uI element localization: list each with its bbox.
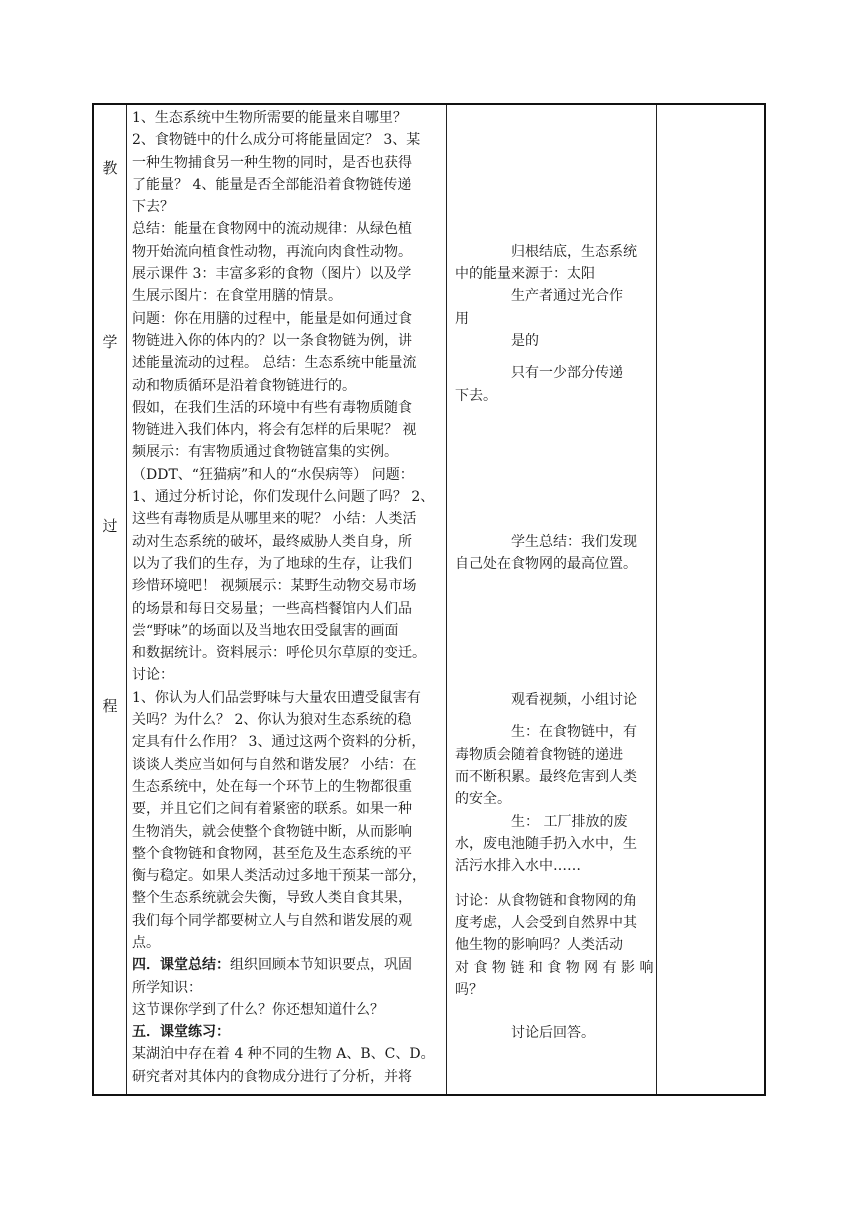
student-text-line: 只有一少部分传递 (511, 365, 623, 382)
column-divider (656, 105, 657, 1094)
student-text-line: 而不断积累。最终危害到人类 (455, 768, 637, 785)
teacher-text-line: 的场景和每日交易量；一些高档餐馆内人们品 (132, 600, 412, 617)
teacher-activity-column (132, 107, 440, 1088)
teacher-text-line: 动对生态系统的破坏，最终威胁人类自身，所 (132, 533, 412, 550)
teacher-text-line: 2、食物链中的什么成分可将能量固定？ 3、某 (132, 132, 421, 149)
student-text-line: 下去。 (455, 387, 497, 404)
teacher-text-line: 研究者对其体内的食物成分进行了分析，并将 (132, 1068, 412, 1085)
student-text-line: 讨论：从食物链和食物网的角 (455, 892, 637, 909)
teacher-text-line: 动和物质循环是沿着食物链进行的。 (132, 377, 356, 394)
teacher-text-line: （DDT、“狂猫病”和人的“水俣病等） 问题： (132, 466, 414, 483)
student-text-line: 水，废电池随手扔入水中，生 (455, 835, 637, 852)
teacher-text-line: 四．课堂总结：组织回顾本节知识要点，巩固 (132, 957, 412, 974)
teacher-text-line: 假如，在我们生活的环境中有些有毒物质随食 (132, 399, 412, 416)
student-text-line: 归根结底，生态系统 (511, 243, 637, 260)
student-text-line: 对 食 物 链 和 食 物 网 有 影 响 (455, 959, 654, 976)
teacher-text-line: 要，并且它们之间有着紧密的联系。如果一种 (132, 801, 412, 818)
column-divider (126, 105, 127, 1094)
teacher-text-line: 生态系统中，处在每一个环节上的生物都很重 (132, 778, 412, 795)
teacher-text-line: 所学知识： (132, 979, 202, 996)
teacher-text-line: 总结：能量在食物网中的流动规律：从绿色植 (132, 221, 412, 238)
teacher-text-line: 谈谈人类应当如何与自然和谐发展？ 小结：在 (132, 756, 417, 773)
teacher-text-line: 和数据统计。资料展示：呼伦贝尔草原的变迁。 (132, 645, 426, 662)
student-text-line: 他生物的影响吗？人类活动 (455, 937, 623, 954)
teacher-text-line: 我们每个同学都要树立人与自然和谐发展的观 (132, 912, 412, 929)
student-text-line: 观看视频，小组讨论 (511, 692, 637, 709)
teacher-text-line: 一种生物捕食另一种生物的同时，是否也获得 (132, 154, 412, 171)
teacher-text-line: 定具有什么作用？ 3、通过这两个资料的分析， (132, 734, 426, 751)
student-text-line: 生：在食物链中，有 (511, 724, 637, 741)
process-label-column (94, 105, 126, 1094)
column-divider (446, 105, 447, 1094)
teacher-text-line: 频展示：有害物质通过食物链富集的实例。 (132, 444, 398, 461)
student-text-line: 吗？ (455, 981, 483, 998)
student-text-line: 的安全。 (455, 791, 511, 808)
process-label: 学 (102, 333, 118, 351)
teacher-text-line: 衡与稳定。如果人类活动过多地干预某一部分， (132, 868, 426, 885)
teacher-text-line: 1、生态系统中生物所需要的能量来自哪里？ (132, 110, 407, 126)
teacher-text-line: 展示课件 3：丰富多彩的食物（图片）以及学 (132, 266, 412, 283)
teacher-text-line: 物链进入我们体内，将会有怎样的后果呢？ 视 (132, 422, 417, 439)
process-label: 过 (102, 517, 118, 535)
teacher-text-line: 以为了我们的生存，为了地球的生存，让我们 (132, 555, 412, 572)
student-text-line: 中的能量来源于：太阳 (455, 266, 595, 283)
teacher-text-line: 五．课堂练习： (132, 1024, 230, 1041)
teacher-text-line: 生物消失，就会使整个食物链中断，从而影响 (132, 823, 412, 840)
teacher-text-line: 某湖泊中存在着 4 种不同的生物 A、B、C、D。 (132, 1046, 435, 1063)
teacher-text-line: 物链进入你的体内的？以一条食物链为例，讲 (132, 332, 412, 349)
teacher-text-line: 珍惜环境吧！ 视频展示：某野生动物交易市场 (132, 578, 417, 595)
teacher-text-line: 生展示图片：在食堂用膳的情景。 (132, 288, 342, 305)
teacher-text-line: 关吗？为什么？ 2、你认为狼对生态系统的稳 (132, 712, 412, 729)
student-text-line: 毒物质会随着食物链的递进 (455, 746, 623, 763)
student-text-line: 活污水排入水中…… (455, 858, 581, 875)
teacher-text-line: 整个食物链和食物网，甚至危及生态系统的平 (132, 845, 412, 862)
teacher-text-line: 整个生态系统就会失衡，导致人类自食其果， (132, 890, 412, 907)
process-label: 教 (102, 159, 118, 177)
teacher-text-line: 1、你认为人们品尝野味与大量农田遭受鼠害有 (132, 689, 421, 706)
student-text-line: 讨论后回答。 (511, 1025, 595, 1042)
teacher-text-line: 下去？ (132, 199, 174, 216)
process-label: 程 (102, 697, 118, 715)
teacher-text-line: 了能量？ 4、能量是否全部能沿着食物链传递 (132, 176, 412, 193)
student-text-line: 生： 工厂排放的废 (511, 813, 628, 830)
teacher-text-line: 物开始流向植食性动物，再流向肉食性动物。 (132, 243, 412, 260)
teacher-text-line: 点。 (132, 934, 160, 951)
student-text-line: 度考虑，人会受到自然界中其 (455, 915, 637, 932)
teacher-text-line: 述能量流动的过程。 总结：生态系统中能量流 (132, 355, 417, 372)
student-text-line: 用 (455, 310, 469, 327)
teacher-text-line: 讨论： (132, 667, 174, 684)
lesson-table (92, 103, 766, 1096)
student-text-line: 自己处在食物网的最高位置。 (455, 556, 637, 572)
teacher-text-line: 尝“野味”的场面以及当地农田受鼠害的画面 (132, 622, 399, 639)
student-text-line: 生产者通过光合作 (511, 288, 623, 305)
teacher-text-line: 这节课你学到了什么？你还想知道什么？ (132, 1001, 384, 1018)
teacher-text-line: 问题：你在用膳的过程中，能量是如何通过食 (132, 310, 412, 327)
student-text-line: 是的 (511, 333, 539, 349)
teacher-text-line: 1、通过分析讨论，你们发现什么问题了吗？ 2、 (132, 489, 435, 506)
teacher-text-line: 这些有毒物质是从哪里来的呢？ 小结：人类活 (132, 511, 417, 528)
student-text-line: 学生总结：我们发现 (511, 533, 637, 550)
